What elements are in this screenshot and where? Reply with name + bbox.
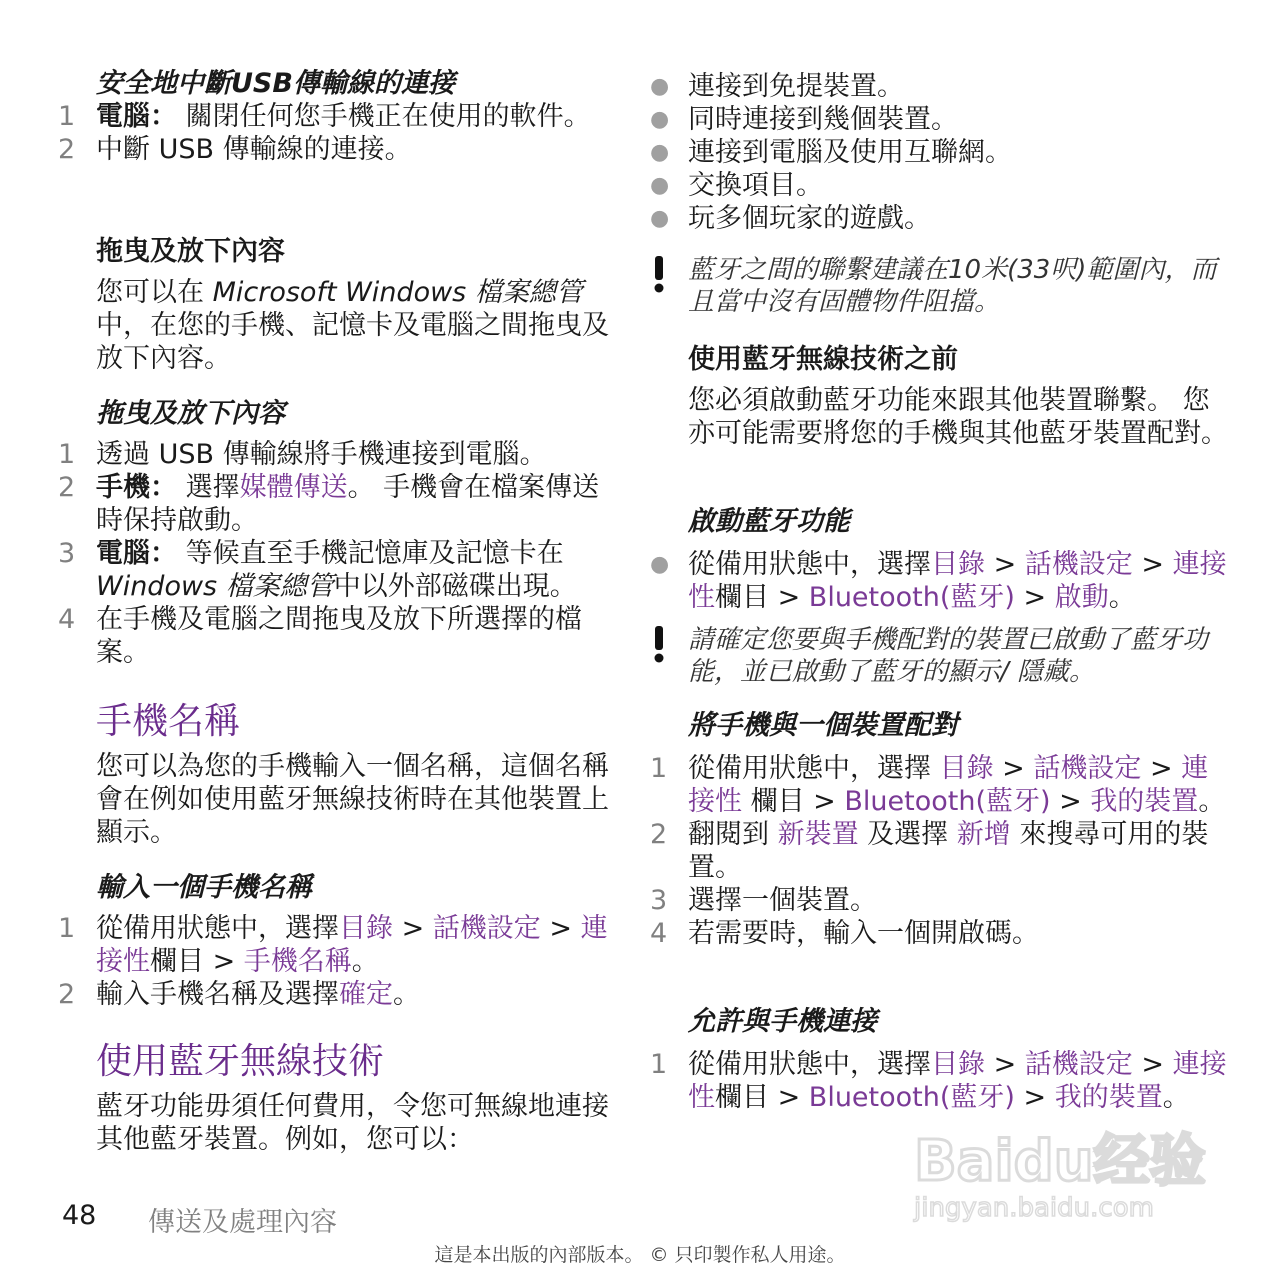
list-item: [650, 1048, 1230, 1114]
paragraph-drag-drop: [96, 276, 618, 375]
note-pairing: [650, 624, 1230, 688]
bullet-icon: ●: [650, 206, 670, 231]
text: 。: [1108, 582, 1136, 613]
step-number: 1: [58, 439, 76, 470]
link-my-devices[interactable]: 我的裝置: [1090, 786, 1199, 817]
bullet-text: 同時連接到幾個裝置。: [688, 104, 958, 135]
separator: >: [393, 913, 433, 944]
heading-phone-name: 手機名稱: [96, 701, 241, 742]
separator: >: [985, 549, 1025, 580]
heading-bluetooth: 使用藍牙無線技術: [96, 1041, 385, 1082]
heading-enter-phone-name: 輸入一個手機名稱: [96, 872, 312, 903]
list-item: [650, 548, 1230, 614]
section-enable-bluetooth: [650, 506, 1230, 614]
text: 從備用狀態中，選擇: [688, 549, 931, 580]
step-text: 中斷 USB 傳輸線的連接。: [96, 134, 412, 165]
text: 。 手機會在檔案傳送時保持啟動。: [96, 472, 600, 536]
step-number: 4: [58, 604, 76, 635]
text: 等候直至手機記憶庫及記憶卡在: [177, 538, 564, 569]
list-item: [650, 884, 1230, 917]
separator: >: [985, 1049, 1025, 1080]
note-range: [650, 254, 1230, 318]
step-number: 2: [58, 979, 76, 1010]
step-number: 1: [650, 753, 668, 784]
step-text: 選擇一個裝置。: [688, 885, 877, 916]
bullet-icon: ●: [650, 552, 670, 577]
link-menu[interactable]: 目錄: [931, 1049, 985, 1080]
bullet-text: 玩多個玩家的遊戲。: [688, 203, 931, 234]
step-text: 在手機及電腦之間拖曳及放下所選擇的檔案。: [96, 604, 582, 668]
bullet-text: 連接到免提裝置。: [688, 71, 904, 102]
text: 中，在您的手機、記憶卡及電腦之間拖曳及放下內容。: [96, 310, 609, 374]
step-number: 2: [650, 819, 668, 850]
heading-before-bluetooth: 使用藍牙無線技術之前: [688, 344, 958, 375]
heading-enable-bluetooth: 啟動藍牙功能: [688, 506, 850, 537]
text: 輸入手機名稱及選擇: [96, 979, 339, 1010]
list-item: [650, 202, 1230, 235]
link-menu[interactable]: 目錄: [339, 913, 393, 944]
note-text: 請確定您要與手機配對的裝置已啟動了藍牙功能，並已啟動了藍牙的顯示/ 隱藏。: [688, 625, 1209, 687]
step-number: 3: [58, 538, 76, 569]
paragraph-bluetooth: 藍牙功能毋須任何費用，令您可無線地連接其他藍牙裝置。例如，您可以：: [96, 1091, 609, 1155]
list-item: [58, 100, 618, 133]
section-drag-drop-steps: [58, 398, 618, 669]
paragraph-phone-name: 您可以為您的手機輸入一個名稱，這個名稱會在例如使用藍牙無線技術時在其他裝置上顯示。: [96, 751, 609, 848]
list-item: [650, 752, 1230, 818]
list-item: [650, 818, 1230, 884]
step-number: 1: [58, 913, 76, 944]
windows-explorer-text: Microsoft Windows 檔案總管: [212, 277, 583, 308]
link-settings[interactable]: 話機設定: [1024, 1049, 1133, 1080]
section-enter-phone-name: [58, 872, 618, 1011]
heading-pair-device: 將手機與一個裝置配對: [688, 710, 958, 741]
step-text: 關閉任何您手機正在使用的軟件。: [177, 101, 591, 132]
text: 翻閱到: [688, 819, 778, 850]
warning-icon: [650, 624, 688, 688]
label-phone: 手機：: [96, 472, 177, 503]
bullet-icon: ●: [650, 74, 670, 99]
windows-explorer-text: Windows 檔案總管: [96, 571, 334, 602]
list-item: [58, 978, 618, 1011]
list-item: [650, 70, 1230, 103]
bullet-icon: ●: [650, 140, 670, 165]
link-connectivity[interactable]: 連接性: [96, 913, 608, 977]
link-bluetooth[interactable]: Bluetooth(藍牙): [808, 1082, 1015, 1113]
step-number: 1: [650, 1049, 668, 1080]
paragraph-before-bluetooth: 您必須啟動藍牙功能來跟其他裝置聯繫。 您亦可能需要將您的手機與其他藍牙裝置配對。: [688, 385, 1228, 449]
step-number: 1: [58, 101, 76, 132]
bullet-text: 連接到電腦及使用互聯網。: [688, 137, 1012, 168]
text: 來搜尋可用的裝置。: [688, 819, 1209, 883]
text: 選擇: [177, 472, 240, 503]
link-media-transfer[interactable]: 媒體傳送: [239, 472, 348, 503]
text: 從備用狀態中，選擇: [688, 753, 940, 784]
text: 從備用狀態中，選擇: [688, 1049, 931, 1080]
link-enable[interactable]: 啟動: [1054, 582, 1109, 613]
list-item: [650, 917, 1230, 950]
link-settings[interactable]: 話機設定: [1024, 549, 1133, 580]
label-computer: 電腦：: [96, 101, 177, 132]
link-my-devices[interactable]: 我的裝置: [1054, 1082, 1163, 1113]
note-text: 藍牙之間的聯繫建議在10米(33呎)範圍內，而且當中沒有固體物件阻擋。: [688, 255, 1217, 317]
watermark-brand: Baidu经验: [914, 1129, 1206, 1194]
step-text: 若需要時，輸入一個開啟碼。: [688, 918, 1039, 949]
chapter-title: 傳送及處理內容: [148, 1207, 337, 1238]
link-bluetooth[interactable]: Bluetooth(藍牙): [808, 582, 1015, 613]
text: 中以外部磁碟出現。: [333, 571, 577, 602]
text: 及選擇: [858, 819, 957, 850]
list-item: [58, 912, 618, 978]
page-number: 48: [62, 1200, 97, 1231]
bullet-text: 交換項目。: [688, 170, 823, 201]
separator: >: [1014, 582, 1055, 613]
step-text: 透過 USB 傳輸線將手機連接到電腦。: [96, 439, 547, 470]
step-number: 4: [650, 918, 668, 949]
list-item: [58, 537, 618, 603]
link-new-device[interactable]: 新裝置: [777, 819, 859, 850]
text: 您可以在: [96, 277, 213, 308]
step-number: 2: [58, 134, 76, 165]
text: 。: [351, 946, 379, 977]
section-before-bluetooth: [650, 344, 1230, 450]
text: 欄目 >: [150, 946, 244, 977]
section-pair-device: [650, 710, 1230, 950]
list-item: [650, 136, 1230, 169]
separator: >: [993, 753, 1034, 784]
bullet-icon: ●: [650, 107, 670, 132]
bullet-icon: ●: [650, 173, 670, 198]
list-item: [58, 438, 618, 471]
link-connectivity[interactable]: 連接性: [688, 753, 1209, 817]
heading-drag-drop: 拖曳及放下內容: [96, 236, 285, 267]
copyright-note: 這是本出版的內部版本。 © 只印製作私人用途。: [434, 1244, 846, 1266]
text: 。: [1198, 786, 1226, 817]
link-settings[interactable]: 話機設定: [1033, 753, 1142, 784]
link-menu[interactable]: 目錄: [939, 753, 994, 784]
separator: >: [1141, 753, 1182, 784]
heading-safe-disconnect: 安全地中斷USB傳輸線的連接: [96, 68, 455, 99]
link-bluetooth[interactable]: Bluetooth(藍牙): [844, 786, 1051, 817]
warning-icon: [650, 254, 688, 318]
heading-allow-connection: 允許與手機連接: [688, 1006, 877, 1037]
section-bluetooth: [58, 1040, 618, 1156]
link-settings[interactable]: 話機設定: [432, 913, 541, 944]
text: 欄目 >: [715, 1082, 809, 1113]
link-ok[interactable]: 確定: [339, 979, 393, 1010]
text: 。: [1162, 1082, 1190, 1113]
separator: >: [1132, 549, 1173, 580]
text: 。: [393, 979, 420, 1010]
section-allow-connection: [650, 1006, 1230, 1114]
text: 從備用狀態中，選擇: [96, 913, 339, 944]
link-add[interactable]: 新增: [956, 819, 1011, 850]
watermark-url: jingyan.baidu.com: [914, 1193, 1154, 1223]
link-phone-name[interactable]: 手機名稱: [243, 946, 352, 977]
separator: >: [1132, 1049, 1173, 1080]
section-phone-name: [58, 700, 618, 849]
list-item: [58, 133, 618, 166]
list-item: [58, 471, 618, 537]
list-item: [58, 603, 618, 669]
separator: >: [1014, 1082, 1055, 1113]
text: 欄目 >: [742, 786, 845, 817]
step-number: 3: [650, 885, 668, 916]
link-connectivity[interactable]: 連接性: [688, 1049, 1227, 1113]
link-connectivity[interactable]: 連接性: [688, 549, 1227, 613]
bullet-list-bluetooth-uses: [650, 70, 1230, 235]
heading-drag-drop-steps: 拖曳及放下內容: [96, 398, 285, 429]
separator: >: [1050, 786, 1091, 817]
separator: >: [540, 913, 581, 944]
list-item: [650, 103, 1230, 136]
section-drag-drop: [58, 236, 618, 375]
baidu-watermark-logo: [910, 1108, 1210, 1228]
section-safe-disconnect: [58, 68, 618, 166]
text: 欄目 >: [715, 582, 809, 613]
step-number: 2: [58, 472, 76, 503]
link-menu[interactable]: 目錄: [931, 549, 985, 580]
list-item: [650, 169, 1230, 202]
label-computer: 電腦：: [96, 538, 177, 569]
